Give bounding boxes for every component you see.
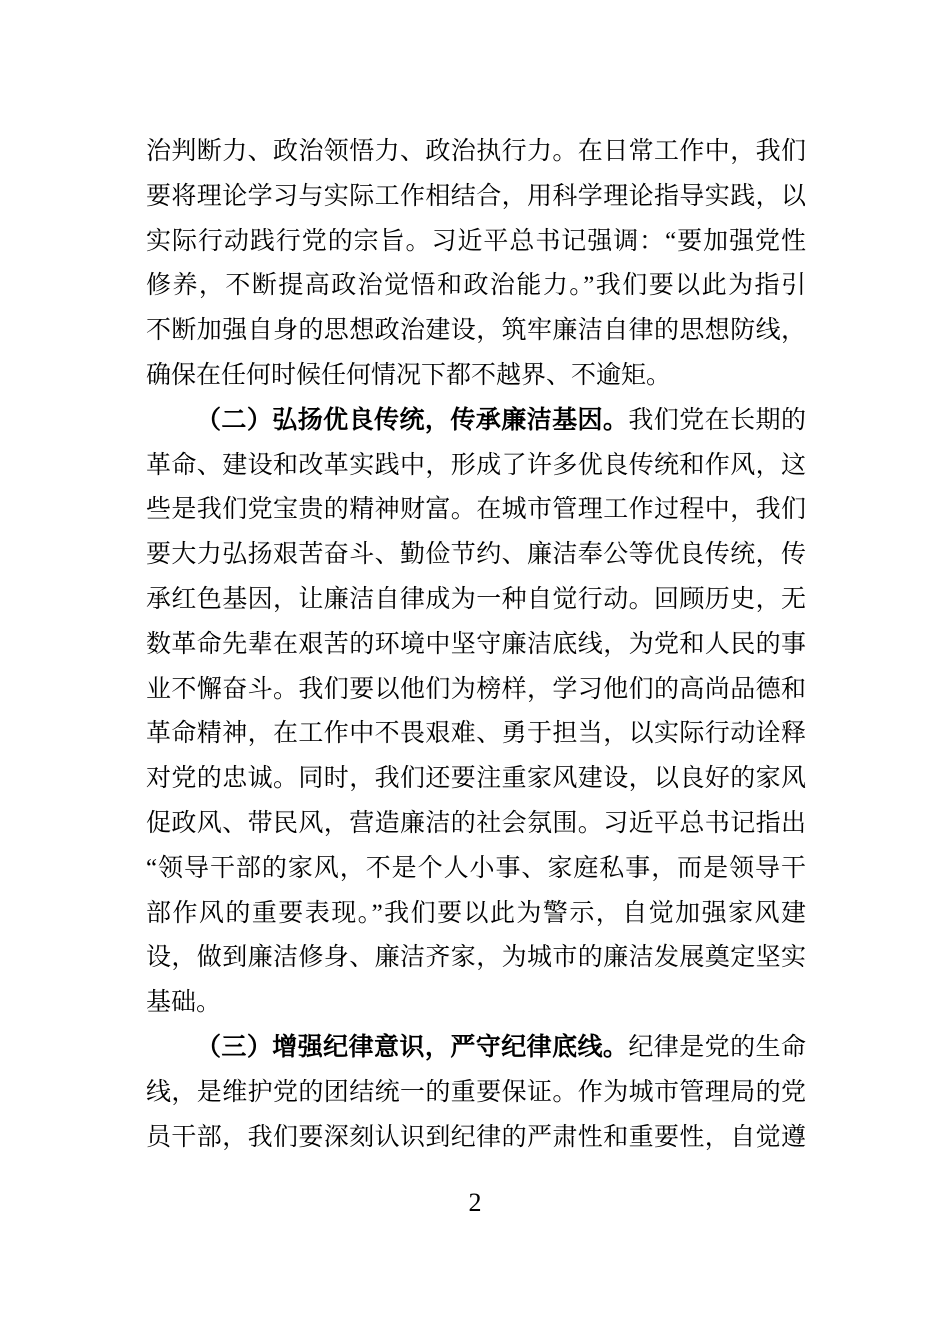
text-line: 员干部，我们要深刻认识到纪律的严肃性和重要性，自觉遵 [146, 1123, 807, 1151]
section-heading: （二）弘扬优良传统，传承廉洁基因。 [196, 406, 629, 434]
text-line: “领导干部的家风，不是个人小事、家庭私事，而是领导干 [146, 854, 807, 882]
text-line: 承红色基因，让廉洁自律成为一种自觉行动。回顾历史，无 [146, 585, 807, 613]
text-line: 实际行动践行党的宗旨。习近平总书记强调：“要加强党性 [146, 227, 807, 255]
text-line-first [146, 1026, 806, 1071]
text-line-first [146, 399, 806, 444]
paragraph-section-3 [146, 1026, 806, 1160]
text-line: 部作风的重要表现。”我们要以此为警示，自觉加强家风建 [146, 899, 808, 927]
text-line: 设，做到廉洁修身、廉洁齐家，为城市的廉洁发展奠定坚实 [146, 944, 807, 972]
paragraph-continuation [146, 130, 806, 399]
text-line: 革命精神，在工作中不畏艰难、勇于担当，以实际行动诠释 [146, 720, 807, 748]
section-heading: （三）增强纪律意识，严守纪律底线。 [196, 1033, 629, 1061]
text-line: 对党的忠诚。同时，我们还要注重家风建设，以良好的家风 [146, 765, 807, 793]
section-lead-text: 纪律是党的生命 [628, 1033, 807, 1061]
text-line: 数革命先辈在艰苦的环境中坚守廉洁底线，为党和人民的事 [146, 630, 807, 658]
text-line-last: 确保在任何时候任何情况下都不越界、不逾矩。 [146, 361, 672, 389]
page-number: 2 [468, 1188, 482, 1217]
text-line: 革命、建设和改革实践中，形成了许多优良传统和作风，这 [146, 451, 807, 479]
text-line: 修养，不断提高政治觉悟和政治能力。”我们要以此为指引 [146, 272, 808, 300]
text-line: 业不懈奋斗。我们要以他们为榜样，学习他们的高尚品德和 [146, 675, 807, 703]
text-line: 治判断力、政治领悟力、政治执行力。在日常工作中，我们 [146, 138, 807, 165]
text-line: 要大力弘扬艰苦奋斗、勤俭节约、廉洁奉公等优良传统，传 [146, 541, 807, 569]
text-line: 些是我们党宝贵的精神财富。在城市管理工作过程中，我们 [146, 496, 807, 524]
text-line: 促政风、带民风，营造廉洁的社会氛围。习近平总书记指出 [146, 809, 807, 837]
text-line: 不断加强自身的思想政治建设，筑牢廉洁自律的思想防线， [146, 317, 807, 345]
paragraph-section-2 [146, 399, 806, 1026]
text-line: 线，是维护党的团结统一的重要保证。作为城市管理局的党 [146, 1078, 807, 1106]
section-lead-text: 我们党在长期的 [628, 406, 807, 434]
body-text [146, 130, 806, 1160]
text-line-last: 基础。 [146, 989, 222, 1017]
text-line: 要将理论学习与实际工作相结合，用科学理论指导实践，以 [146, 182, 807, 210]
